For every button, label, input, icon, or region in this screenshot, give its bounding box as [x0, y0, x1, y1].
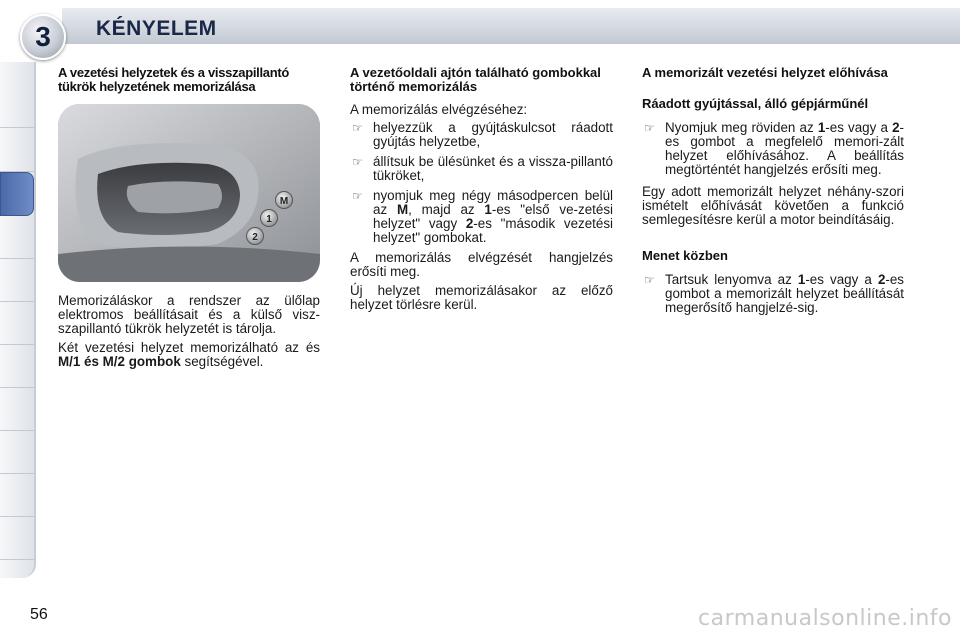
chapter-badge	[20, 14, 66, 60]
chapter-title: KÉNYELEM	[96, 17, 217, 40]
text: nyomjuk meg négy másodpercen belül az	[373, 188, 613, 217]
bold-text: M/1 és M/2 gombok	[58, 354, 181, 369]
text: -es vagy a	[805, 272, 878, 287]
section-heading: A vezetési helyzetek és a visszapillantó tükrök helyzetének memorizálása	[58, 65, 290, 94]
door-handle-illustration	[58, 104, 320, 282]
side-tab[interactable]	[0, 345, 34, 388]
paragraph: Egy adott memorizált helyzet néhány-szori ismételt előhívását követően a funkció semlegesítésre kerül a motor beindításáig.	[642, 184, 904, 227]
pointing-hand-icon: ☞	[644, 121, 655, 135]
side-tab-active[interactable]	[0, 172, 34, 216]
side-tab[interactable]	[0, 259, 34, 302]
list-item	[642, 121, 904, 177]
text: , majd az	[408, 202, 485, 217]
side-tab[interactable]	[0, 84, 34, 128]
watermark: carmanualsonline.info	[698, 606, 952, 631]
text: -es gombot a megfelelő memori-zált helyzet előhívásához. A beállítás megtörténtét hangjelzés erősíti meg.	[665, 120, 905, 177]
subsection-heading: Ráadott gyújtással, álló gépjárműnél	[642, 96, 869, 111]
door-memory-buttons-photo	[58, 104, 320, 282]
memory-button-2[interactable]: 2	[252, 232, 258, 243]
list-item	[642, 273, 904, 315]
side-tab[interactable]	[0, 431, 34, 474]
bold-text: 1	[817, 120, 826, 135]
page-header	[0, 0, 960, 50]
section-heading: A memorizált vezetési helyzet előhívása	[642, 65, 888, 80]
text: -es "első ve-zetési helyzet" vagy	[373, 202, 613, 231]
column-2	[350, 66, 613, 317]
list-item	[350, 155, 613, 183]
memory-button-m[interactable]: M	[279, 196, 289, 207]
list-item	[350, 189, 613, 245]
side-tab[interactable]	[0, 302, 34, 345]
chapter-number: 3	[35, 21, 51, 52]
page-number: 56	[30, 606, 48, 623]
column-1	[58, 66, 320, 374]
memory-button-1[interactable]: 1	[266, 214, 272, 225]
list-item-text: helyezzük a gyújtáskulcsot ráadott gyújtás helyzetbe,	[373, 120, 613, 149]
paragraph: Memorizáláskor a rendszer az ülőlap elektromos beállításait és a külső visz-szapillantó tükrök helyzetét is tárolja.	[58, 293, 320, 336]
subsection-heading: Menet közben	[642, 248, 728, 263]
text: Nyomjuk meg röviden az	[665, 120, 818, 135]
column-3	[642, 66, 904, 321]
side-tab[interactable]	[0, 474, 34, 517]
bold-text: 2	[892, 120, 900, 135]
side-tab[interactable]	[0, 128, 34, 172]
list-item	[350, 121, 613, 149]
side-tab[interactable]	[0, 517, 34, 560]
section-heading: A vezetőoldali ajtón található gombokkal történő memorizálás	[350, 65, 601, 94]
list-item-text: állítsuk be ülésünket és a vissza-pillantó tükröket,	[373, 154, 613, 183]
text: -es gombot a memorizált helyzet beállítását megerősítő hangjelzé-sig.	[665, 272, 904, 315]
pointing-hand-icon: ☞	[352, 189, 363, 203]
text: segítségével.	[180, 354, 264, 369]
bold-text: 2	[465, 216, 474, 231]
paragraph: Új helyzet memorizálásakor az előző helyzet törlésre kerül.	[350, 283, 613, 312]
bold-text: M	[396, 202, 409, 217]
pointing-hand-icon: ☞	[352, 121, 363, 135]
bold-text: 1	[797, 272, 806, 287]
pointing-hand-icon: ☞	[644, 273, 655, 287]
side-tab[interactable]	[0, 388, 34, 431]
text: -es vagy a	[825, 120, 893, 135]
bold-text: 1	[484, 202, 492, 217]
bold-text: 2	[877, 272, 886, 287]
pointing-hand-icon: ☞	[352, 155, 363, 169]
paragraph: A memorizálás elvégzését hangjelzés erősíti meg.	[350, 250, 613, 279]
paragraph	[58, 341, 320, 369]
paragraph: A memorizálás elvégzéséhez:	[350, 102, 528, 117]
side-tab-strip	[0, 62, 36, 578]
text: Két vezetési helyzet memorizálható az és	[58, 340, 320, 355]
text: Tartsuk lenyomva az	[665, 272, 798, 287]
text: -es "második vezetési helyzet" gombokat.	[373, 216, 613, 245]
side-tab[interactable]	[0, 216, 34, 259]
